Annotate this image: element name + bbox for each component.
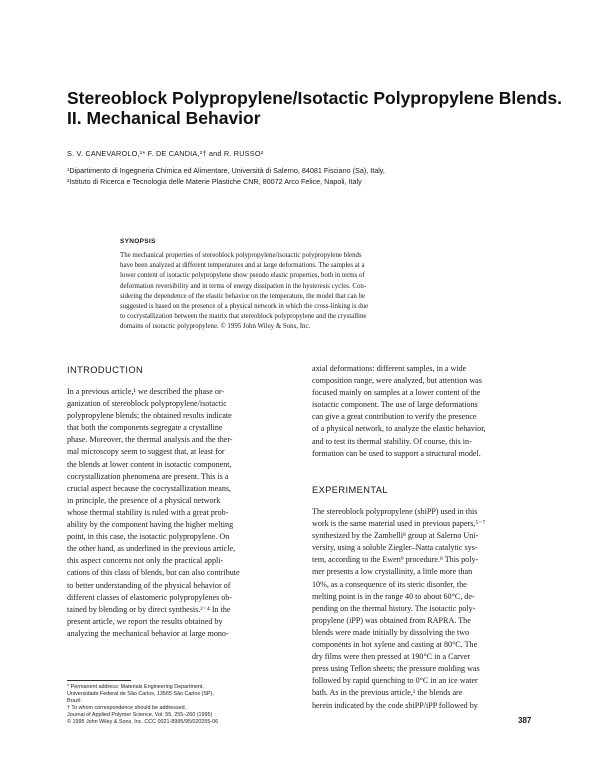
body-line: isotactic component. The use of large deformations: [312, 400, 478, 410]
experimental-heading: EXPERIMENTAL: [312, 485, 388, 495]
introduction-continued: [312, 363, 540, 460]
body-line: In a previous article,¹ we described the phase or-: [67, 387, 225, 396]
synopsis-line: deformation reversibility and in terms of energy dissipation in the hysteresis cycles. Con-: [120, 282, 367, 290]
footnote-line: Brazil.: [67, 698, 82, 704]
footnote-divider: [67, 680, 131, 681]
synopsis-line: The mechanical properties of stereoblock polypropylene/isotactic polypropylene blends: [120, 252, 362, 259]
synopsis-line: domains of isotactic polypropylene. © 1995 John Wiley & Sons, Inc.: [120, 323, 311, 331]
body-line: ability by the component having the higher melting: [67, 520, 234, 530]
body-line: point, in this case, the isotactic polypropylene. On: [67, 532, 230, 542]
body-line: bath. As in the previous article,¹ the blends are: [312, 688, 463, 698]
body-line: the other hand, as underlined in the previous article,: [67, 544, 236, 554]
body-line: mer presents a low crystallinity, a little more than: [312, 567, 473, 577]
body-line: of a physical network, to analyze the elastic behavior,: [312, 424, 486, 434]
body-line: analyzing the mechanical behavior at large mono-: [67, 628, 229, 638]
body-line: present article, we report the results obtained by: [67, 616, 223, 626]
footnotes: [67, 684, 218, 726]
body-line: and to test its thermal stability. Of course, this in-: [312, 436, 472, 446]
body-line: ganization of stereoblock polypropylene/isotactic: [67, 399, 227, 409]
body-line: followed by rapid quenching to 0°C in an ice water: [312, 676, 478, 686]
body-line: this aspect concerns not only the practical appli-: [67, 556, 224, 566]
body-line: press using Teflon sheets; the pressure molding was: [312, 664, 480, 674]
body-line: The stereoblock polypropylene (sbiPP) used in this: [312, 507, 478, 516]
footnote-line: Journal of Applied Polymer Science, Vol. 55, 255–260 (1995): [67, 712, 213, 718]
body-line: cocrystallization phenomena are present. This is a: [67, 471, 229, 481]
body-line: melting point is in the range 40 to about 60°C, de-: [312, 591, 475, 601]
body-line: polypropylene blends; the obtained results indicate: [67, 411, 232, 421]
synopsis-text: [120, 251, 538, 333]
affiliation-2: ²Istituto di Ricerca e Tecnologia delle Materie Plastiche CNR, 80072 Arco Felice, Napoli, Italy: [67, 176, 362, 186]
body-line: phase. Moreover, the thermal analysis and the ther-: [67, 435, 233, 445]
experimental-body: [312, 506, 540, 712]
footnote-line: † To whom correspondence should be addressed.: [67, 705, 187, 711]
body-line: blends were made initially by dissolving the two: [312, 627, 470, 637]
footnote-line: * Permanent address: Materials Engineering Department,: [67, 684, 204, 690]
body-line: can give a great contribution to verify the presence: [312, 412, 477, 422]
body-line: versity, using a soluble Ziegler–Natta catalytic sys-: [312, 543, 478, 553]
title-line-1: Stereoblock Polypropylene/Isotactic Polypropylene Blends.: [67, 88, 562, 108]
body-line: composition range, were analyzed, but attention was: [312, 376, 482, 386]
title-line-2: II. Mechanical Behavior: [67, 108, 261, 128]
body-line: tained by blending or by direct synthesis.²⁻⁴ In the: [67, 604, 231, 614]
body-line: 10%, as a consequence of its steric disorder, the: [312, 579, 467, 589]
body-line: the blends at lower content in isotactic component,: [67, 459, 232, 469]
footnote-line: Universidade Federal de São Carlos, 13565 São Carlos (SP),: [67, 691, 214, 697]
body-line: crucial aspect because the cocrystallization means,: [67, 483, 232, 493]
body-line: components in hot xylene and casting at 80°C. The: [312, 640, 478, 650]
introduction-heading: INTRODUCTION: [67, 365, 144, 375]
synopsis-heading: SYNOPSIS: [120, 238, 156, 245]
author-list: S. V. CANEVAROLO,¹* F. DE CANDIA,²† and R. RUSSO²: [67, 149, 264, 158]
body-line: formation can be used to support a structural model.: [312, 448, 481, 458]
body-line: focused mainly on samples at a lower content of the: [312, 388, 481, 398]
body-line: herein indicated by the code sbiPP/iPP followed by: [312, 700, 478, 710]
synopsis-line: sidering the dependence of the elastic behavior on the temperature, the model that can be: [120, 292, 366, 300]
footnote-line: © 1995 John Wiley & Sons, Inc. CCC 0021-8995/95/020255-06: [67, 719, 219, 725]
body-line: mal microscopy seem to suggest that, at least for: [67, 447, 225, 457]
synopsis-line: have been analyzed at different temperatures and at large deformations. The samples at a: [120, 262, 365, 270]
body-line: dry films were then pressed at 190°C in a Carver: [312, 652, 471, 662]
body-line: that both the components segregate a crystalline: [67, 423, 223, 433]
body-line: propylene (iPP) was obtained from RAPRA. The: [312, 615, 471, 625]
body-line: in principle, the presence of a physical network: [67, 495, 221, 505]
affiliation-1: ¹Dipartimento di Ingegneria Chimica ed Alimentare, Università di Salerno, 84081 Fisciano (Sa), Italy,: [67, 166, 385, 175]
body-line: work is the same material used in previous papers,⁵⁻⁷: [312, 519, 486, 529]
page-number: 387: [518, 716, 532, 725]
body-line: synthesized by the Zambelli⁸ group at Salerno Uni-: [312, 531, 479, 541]
paper-title: [67, 88, 562, 128]
synopsis-line: to cocrystallization between the matrix that stereoblock polypropylene and the crystalline: [120, 313, 367, 321]
body-line: cations of this class of blends, but can also contribute: [67, 568, 240, 578]
affiliations: [67, 166, 385, 187]
synopsis-line: lower content of isotactic polypropylene show pseudo elastic properties, both in terms of: [120, 272, 365, 280]
body-line: pending on the thermal history. The isotactic poly-: [312, 603, 476, 613]
body-line: axial deformations: different samples, in a wide: [312, 364, 467, 373]
body-line: whose thermal stability is ruled with a great prob-: [67, 507, 229, 517]
introduction-body: [67, 386, 297, 640]
body-line: to better understanding of the physical behavior of: [67, 580, 231, 590]
synopsis-line: suggested is based on the presence of a physical network in which the cross-linking is due: [120, 303, 369, 311]
body-line: tem, according to the Ewen⁹ procedure.⁸ This poly-: [312, 555, 479, 565]
body-line: different classes of elastomeric polypropylenes ob-: [67, 592, 233, 602]
